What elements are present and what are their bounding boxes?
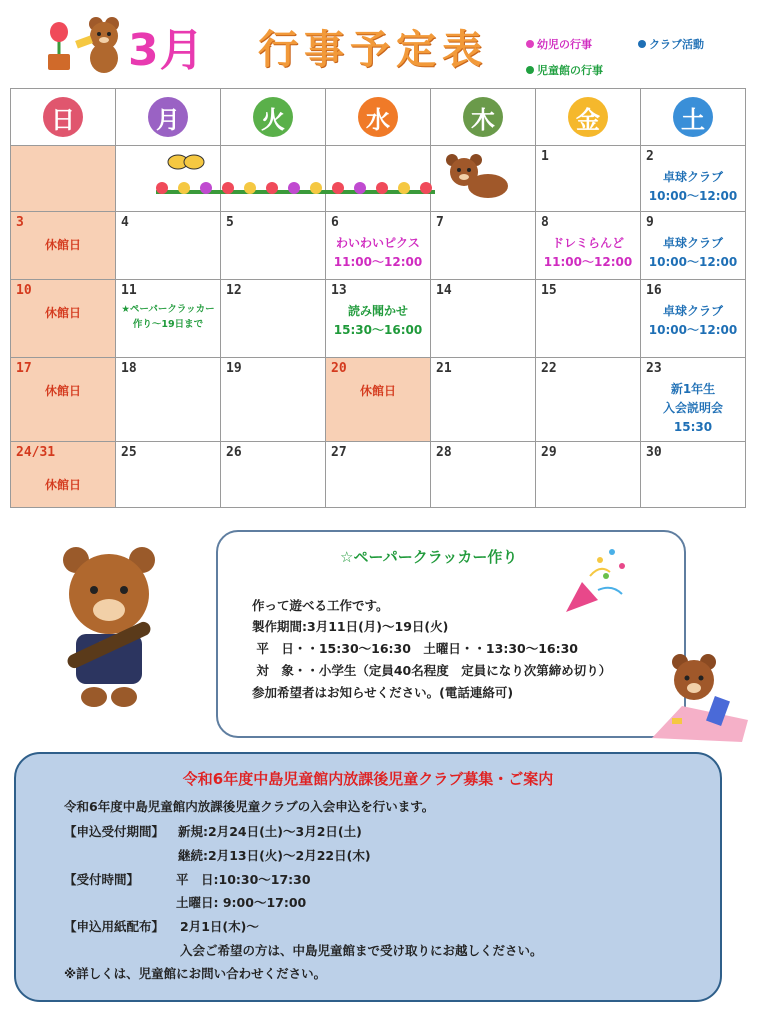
day-cell xyxy=(221,442,326,508)
day-number: 24/31 xyxy=(16,445,56,460)
week-row xyxy=(11,442,746,508)
day-cell xyxy=(221,212,326,280)
week-row xyxy=(11,280,746,358)
party-cracker-illustration xyxy=(560,546,638,616)
day-number: 3 xyxy=(16,215,24,230)
day-cell xyxy=(116,280,221,358)
day-cell xyxy=(116,442,221,508)
day-number: 30 xyxy=(646,445,662,460)
day-cell xyxy=(641,212,746,280)
club-forms-date: 2月1日(木)～ xyxy=(180,919,259,934)
event-text: 卓球クラブ xyxy=(662,304,723,318)
weekday-circle: 火 xyxy=(253,97,293,137)
day-number: 8 xyxy=(541,215,549,230)
weekday-thu xyxy=(431,89,536,146)
day-cell xyxy=(536,212,641,280)
day-cell xyxy=(116,358,221,442)
paper-cracker-line: 製作期間:3月11日(月)～19日(火) xyxy=(252,619,449,634)
day-cell xyxy=(11,212,116,280)
bear-running-illustration xyxy=(436,152,520,202)
day-cell xyxy=(431,212,536,280)
legend-dot xyxy=(526,40,534,48)
day-number: 25 xyxy=(121,445,137,460)
event-text: 読み聞かせ xyxy=(347,304,408,318)
weekday-sat xyxy=(641,89,746,146)
day-number: 10 xyxy=(16,283,32,298)
club-intro: 令和6年度中島児童館内放課後児童クラブの入会申込を行います。 xyxy=(64,799,435,814)
event-text: ドレミらんど xyxy=(551,236,624,250)
bear-tulip-illustration xyxy=(40,8,120,76)
weekday-mon xyxy=(116,89,221,146)
legend-label: クラブ活動 xyxy=(649,38,704,51)
day-cell xyxy=(326,442,431,508)
event-text: 10:00～12:00 xyxy=(648,255,738,269)
day-cell xyxy=(11,442,116,508)
day-cell xyxy=(11,146,116,212)
day-number: 1 xyxy=(541,149,549,164)
day-number: 27 xyxy=(331,445,347,460)
paper-cracker-line: 作って遊べる工作です。 xyxy=(252,598,389,613)
day-cell xyxy=(641,146,746,212)
weekday-circle: 月 xyxy=(148,97,188,137)
day-number: 22 xyxy=(541,361,557,376)
weekday-sun xyxy=(11,89,116,146)
event-text: 卓球クラブ xyxy=(662,170,723,184)
legend-dot xyxy=(638,40,646,48)
weekday-circle: 水 xyxy=(358,97,398,137)
day-number: 2 xyxy=(646,149,654,164)
weekday-circle: 木 xyxy=(463,97,503,137)
day-number: 23 xyxy=(646,361,662,376)
day-cell xyxy=(536,358,641,442)
flowers-bee-illustration xyxy=(150,150,440,206)
day-cell xyxy=(641,358,746,442)
event-text: わいわいピクス xyxy=(336,236,420,250)
day-cell xyxy=(431,358,536,442)
day-number: 16 xyxy=(646,283,662,298)
day-number: 5 xyxy=(226,215,234,230)
day-cell xyxy=(11,358,116,442)
paper-cracker-line: 平 日・・15:30～16:30 土曜日・・13:30～16:30 xyxy=(252,641,579,656)
event-text: ★ペーパークラッカー xyxy=(121,304,215,315)
legend-item-center xyxy=(526,62,603,78)
day-cell xyxy=(116,212,221,280)
club-forms-note: 入会ご希望の方は、中島児童館まで受け取りにお越しください。 xyxy=(180,943,543,958)
closed-label: 休館日 xyxy=(44,384,81,398)
event-text: 作り～19日まで xyxy=(132,319,204,330)
event-text: 10:00～12:00 xyxy=(648,323,738,337)
legend-dot xyxy=(526,66,534,74)
day-cell xyxy=(536,146,641,212)
day-number: 14 xyxy=(436,283,452,298)
event-text: 15:30～16:00 xyxy=(333,323,423,337)
day-cell xyxy=(431,280,536,358)
weekday-circle: 日 xyxy=(43,97,83,137)
weekday-circle: 金 xyxy=(568,97,608,137)
day-cell xyxy=(326,358,431,442)
closed-label: 休館日 xyxy=(44,306,81,320)
day-number: 15 xyxy=(541,283,557,298)
legend-item-toddler xyxy=(526,36,592,52)
day-number: 11 xyxy=(121,283,137,298)
club-forms-label: 【申込用紙配布】 xyxy=(64,919,165,934)
day-cell xyxy=(536,280,641,358)
day-cell xyxy=(326,280,431,358)
club-period-label: 【申込受付期間】 xyxy=(64,824,165,839)
club-period-continue: 継続:2月13日(火)～2月22日(木) xyxy=(178,848,371,863)
weekday-fri xyxy=(536,89,641,146)
day-cell xyxy=(641,280,746,358)
bear-crafting-illustration xyxy=(652,650,748,742)
weekday-header-row xyxy=(11,89,746,146)
day-cell xyxy=(11,280,116,358)
day-number: 17 xyxy=(16,361,32,376)
day-number: 12 xyxy=(226,283,242,298)
day-number: 6 xyxy=(331,215,339,230)
day-number: 13 xyxy=(331,283,347,298)
day-number: 19 xyxy=(226,361,242,376)
weekday-circle: 土 xyxy=(673,97,713,137)
day-number: 18 xyxy=(121,361,137,376)
club-hours-weekday: 平 日:10:30～17:30 xyxy=(176,872,311,887)
day-cell xyxy=(221,280,326,358)
legend-item-club xyxy=(638,36,704,52)
club-title: 令和6年度中島児童館内放課後児童クラブ募集・ご案内 xyxy=(182,770,554,788)
club-footer: ※詳しくは、児童館にお問い合わせください。 xyxy=(64,966,327,981)
event-text: 10:00～12:00 xyxy=(648,189,738,203)
paper-cracker-title: ☆ペーパークラッカー作り xyxy=(340,548,518,566)
closed-label: 休館日 xyxy=(359,384,396,398)
bear-graduate-illustration xyxy=(54,542,164,712)
day-number: 20 xyxy=(331,361,347,376)
club-period-new: 新規:2月24日(土)～3月2日(土) xyxy=(178,824,362,839)
day-number: 9 xyxy=(646,215,654,230)
legend-label: 幼児の行事 xyxy=(537,38,592,51)
day-number: 21 xyxy=(436,361,452,376)
closed-label: 休館日 xyxy=(44,238,81,252)
event-text: 新1年生 xyxy=(670,382,716,396)
day-number: 26 xyxy=(226,445,242,460)
day-cell xyxy=(326,212,431,280)
club-hours-saturday: 土曜日: 9:00～17:00 xyxy=(176,895,307,910)
event-text: 11:00～12:00 xyxy=(543,255,633,269)
club-hours-label: 【受付時間】 xyxy=(64,872,140,887)
paper-cracker-line: 対 象・・小学生（定員40名程度 定員になり次第締め切り） xyxy=(252,663,612,678)
page-title: 行事予定表 xyxy=(258,27,488,73)
month-label: 3月 xyxy=(128,25,205,76)
closed-label: 休館日 xyxy=(44,478,81,492)
day-number: 7 xyxy=(436,215,444,230)
event-text: 入会説明会 xyxy=(662,401,723,415)
week-row xyxy=(11,358,746,442)
day-cell xyxy=(641,442,746,508)
day-cell xyxy=(221,358,326,442)
day-number: 4 xyxy=(121,215,129,230)
event-text: 卓球クラブ xyxy=(662,236,723,250)
day-number: 28 xyxy=(436,445,452,460)
day-number: 29 xyxy=(541,445,557,460)
event-text: 15:30 xyxy=(673,420,713,434)
event-text: 11:00～12:00 xyxy=(333,255,423,269)
week-row xyxy=(11,212,746,280)
weekday-wed xyxy=(326,89,431,146)
paper-cracker-line: 参加希望者はお知らせください。(電話連絡可) xyxy=(252,685,514,700)
day-cell xyxy=(536,442,641,508)
weekday-tue xyxy=(221,89,326,146)
day-cell xyxy=(431,442,536,508)
legend-label: 児童館の行事 xyxy=(537,64,603,77)
